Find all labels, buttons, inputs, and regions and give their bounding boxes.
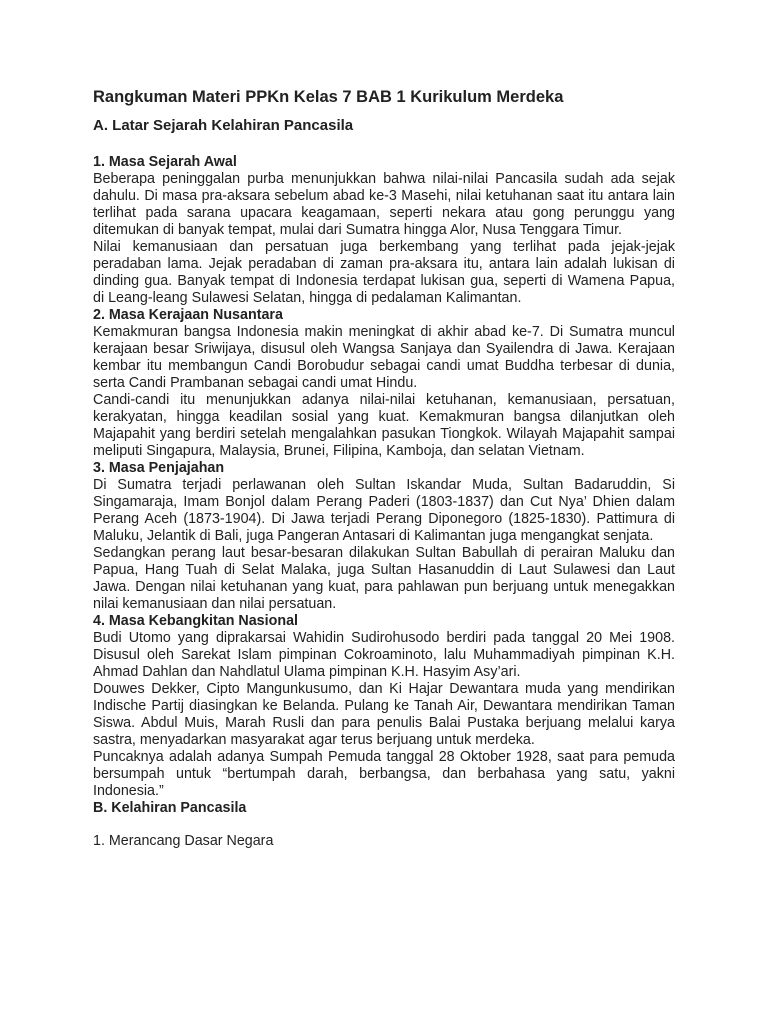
subsection-heading-kebangkitan-nasional: 4. Masa Kebangkitan Nasional xyxy=(93,613,298,629)
document-title: Rangkuman Materi PPKn Kelas 7 BAB 1 Kurikulum Merdeka xyxy=(93,88,564,106)
paragraph: Nilai kemanusiaan dan persatuan juga berkembang yang terlihat pada jejak-jejak peradaban lama. Jejak peradaban di zaman pra-aksara itu, antara lain adalah lukisan di dinding gua. Banyak tempat di Indonesia terdapat lukisan gua, seperti di Wamena Papua, di Leang-leang Sulawesi Selatan, hingga di pedalaman Kalimantan. xyxy=(93,239,675,306)
paragraph: Candi-candi itu menunjukkan adanya nilai-nilai ketuhanan, kemanusiaan, persatuan, kerakyatan, hingga keadilan sosial yang kuat. Kemakmuran bangsa dilanjutkan oleh Majapahit yang berdiri setelah mengalahkan pasukan Tiongkok. Wilayah Majapahit sampai meliputi Singapura, Malaysia, Brunei, Filipina, Kamboja, dan selatan Vietnam. xyxy=(93,392,675,459)
paragraph: Beberapa peninggalan purba menunjukkan bahwa nilai-nilai Pancasila sudah ada sejak dahulu. Di masa pra-aksara sebelum abad ke-3 Masehi, nilai ketuhanan saat itu antara lain terlihat pada sarana upacara keagamaan, seperti nekara atau gong perunggu yang ditemukan di banyak tempat, mulai dari Sumatra hingga Alor, Nusa Tenggara Timur. xyxy=(93,171,675,238)
subsection-heading-kerajaan-nusantara: 2. Masa Kerajaan Nusantara xyxy=(93,307,283,323)
paragraph: Di Sumatra terjadi perlawanan oleh Sultan Iskandar Muda, Sultan Badaruddin, Si Singamaraja, Imam Bonjol dalam Perang Paderi (1803-1837) dan Cut Nya’ Dhien dalam Perang Aceh (1873-1904). Di Jawa terjadi Perang Diponegoro (1825-1830). Pattimura di Maluku, Jelantik di Bali, juga Pangeran Antasari di Kalimantan juga mengangkat senjata. xyxy=(93,477,675,544)
section-b-heading: B. Kelahiran Pancasila xyxy=(93,800,247,816)
paragraph: Sedangkan perang laut besar-besaran dilakukan Sultan Babullah di perairan Maluku dan Papua, Hang Tuah di Selat Malaka, juga Sultan Hasanuddin di Laut Sulawesi dan Laut Jawa. Dengan nilai ketuhanan yang kuat, para pahlawan pun berjuang untuk menegakkan nilai kemanusiaan dan nilai persatuan. xyxy=(93,545,675,612)
paragraph: Douwes Dekker, Cipto Mangunkusumo, dan Ki Hajar Dewantara muda yang mendirikan Indische Partij diasingkan ke Belanda. Pulang ke Tanah Air, Dewantara mendirikan Taman Siswa. Abdul Muis, Marah Rusli dan para penulis Balai Pustaka berjuang melalui karya sastra, menyadarkan masyarakat agar terus berjuang untuk merdeka. xyxy=(93,681,675,748)
subsection-heading-penjajahan: 3. Masa Penjajahan xyxy=(93,460,225,476)
subsection-heading-sejarah-awal: 1. Masa Sejarah Awal xyxy=(93,154,237,170)
section-spacer xyxy=(93,138,675,154)
document-page xyxy=(93,84,675,850)
section-spacer xyxy=(93,817,675,833)
list-item-merancang-dasar-negara: 1. Merancang Dasar Negara xyxy=(93,833,274,849)
section-a-heading: A. Latar Sejarah Kelahiran Pancasila xyxy=(93,117,354,134)
paragraph: Budi Utomo yang diprakarsai Wahidin Sudirohusodo berdiri pada tanggal 20 Mei 1908. Disusul oleh Sarekat Islam pimpinan Cokroaminoto, lalu Muhammadiyah pimpinan K.H. Ahmad Dahlan dan Nahdlatul Ulama pimpinan K.H. Hasyim Asy’ari. xyxy=(93,630,675,680)
paragraph: Kemakmuran bangsa Indonesia makin meningkat di akhir abad ke-7. Di Sumatra muncul kerajaan besar Sriwijaya, disusul oleh Wangsa Sanjaya dan Syailendra di Jawa. Kerajaan kembar itu membangun Candi Borobudur sebagai candi umat Buddha terbesar di dunia, serta Candi Prambanan sebagai candi umat Hindu. xyxy=(93,324,675,391)
paragraph: Puncaknya adalah adanya Sumpah Pemuda tanggal 28 Oktober 1928, saat para pemuda bersumpah untuk “bertumpah darah, berbangsa, dan berbahasa yang satu, yakni Indonesia.” xyxy=(93,749,675,799)
